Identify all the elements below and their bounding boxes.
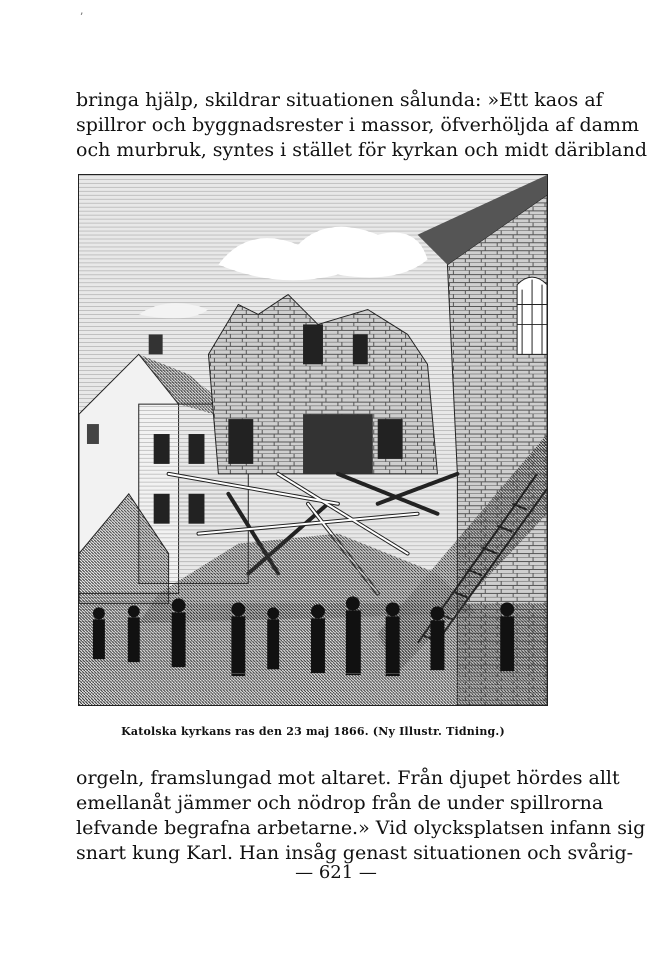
body-line-6: lefvande begrafna arbetarne.» Vid olycksplatsen infann sig (76, 817, 646, 839)
body-line-7: snart kung Karl. Han insåg genast situationen och svårig- (76, 842, 634, 864)
body-line-2: spillror och byggnadsrester i massor, öfverhöljda af damm (76, 114, 640, 136)
body-line-3: och murbruk, syntes i stället för kyrkan och midt däribland (76, 139, 648, 161)
body-line-4: orgeln, framslungad mot altaret. Från djupet hördes allt (76, 767, 620, 789)
engraving-illustration (78, 174, 548, 706)
body-line-1: bringa hjälp, skildrar situationen sålunda: »Ett kaos af (76, 89, 603, 111)
top-mark: ’ (80, 12, 84, 23)
collapsed-church-engraving (79, 175, 547, 705)
figure-caption: Katolska kyrkans ras den 23 maj 1866. (Ny Illustr. Tidning.) (121, 725, 505, 738)
body-line-5: emellanåt jämmer och nödrop från de under spillrorna (76, 792, 604, 814)
page-number: — 621 — (295, 862, 377, 883)
